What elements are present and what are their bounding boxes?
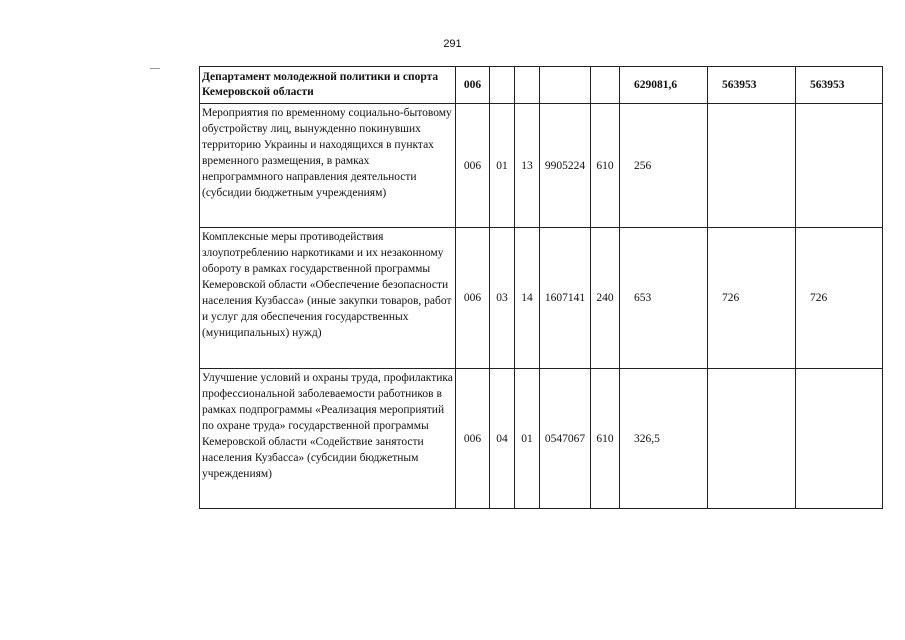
amount-3: 563953 — [796, 67, 883, 104]
ministry-code: 006 — [456, 369, 490, 509]
amount-2 — [708, 369, 796, 509]
amount-1: 256 — [620, 104, 708, 228]
target-article-code — [540, 67, 591, 104]
expense-type-code: 610 — [591, 104, 620, 228]
target-article-code: 9905224 — [540, 104, 591, 228]
subsection-code — [515, 67, 540, 104]
ministry-code: 006 — [456, 67, 490, 104]
amount-1: 629081,6 — [620, 67, 708, 104]
margin-mark — [150, 68, 160, 69]
section-code — [490, 67, 515, 104]
row-description: Департамент молодежной политики и спорта Кемеровской области — [200, 67, 456, 104]
target-article-code: 1607141 — [540, 228, 591, 369]
amount-1: 653 — [620, 228, 708, 369]
row-description: Комплексные меры противодействия злоупотреблению наркотиками и их незаконному обороту в рамках государственной программы Кемеровской области «Обеспечение безопасности населения Кузбасса» (иные закупки товаров, работ и услуг для обеспечения государственных (муниципальных) нужд) — [200, 228, 456, 369]
table-row — [200, 67, 883, 104]
ministry-code: 006 — [456, 228, 490, 369]
amount-2: 726 — [708, 228, 796, 369]
subsection-code: 14 — [515, 228, 540, 369]
row-description: Улучшение условий и охраны труда, профилактика профессиональной заболеваемости работников в рамках подпрограммы «Реализация мероприятий по охране труда» государственной программы Кемеровской области «Содействие занятости населения Кузбасса» (субсидии бюджетным учреждениям) — [200, 369, 456, 509]
table-row — [200, 104, 883, 228]
ministry-code: 006 — [456, 104, 490, 228]
row-description: Мероприятия по временному социально-бытовому обустройству лиц, вынужденно покинувших территорию Украины и находящихся в пунктах временного размещения, в рамках непрограммного направления деятельности (субсидии бюджетным учреждениям) — [200, 104, 456, 228]
section-code: 03 — [490, 228, 515, 369]
expense-type-code — [591, 67, 620, 104]
table-row — [200, 369, 883, 509]
budget-table — [199, 66, 883, 509]
amount-3: 726 — [796, 228, 883, 369]
target-article-code: 0547067 — [540, 369, 591, 509]
subsection-code: 01 — [515, 369, 540, 509]
page-number: 291 — [443, 38, 462, 50]
section-code: 01 — [490, 104, 515, 228]
amount-2: 563953 — [708, 67, 796, 104]
subsection-code: 13 — [515, 104, 540, 228]
amount-1: 326,5 — [620, 369, 708, 509]
amount-2 — [708, 104, 796, 228]
expense-type-code: 240 — [591, 228, 620, 369]
expense-type-code: 610 — [591, 369, 620, 509]
amount-3 — [796, 369, 883, 509]
amount-3 — [796, 104, 883, 228]
table-row — [200, 228, 883, 369]
section-code: 04 — [490, 369, 515, 509]
